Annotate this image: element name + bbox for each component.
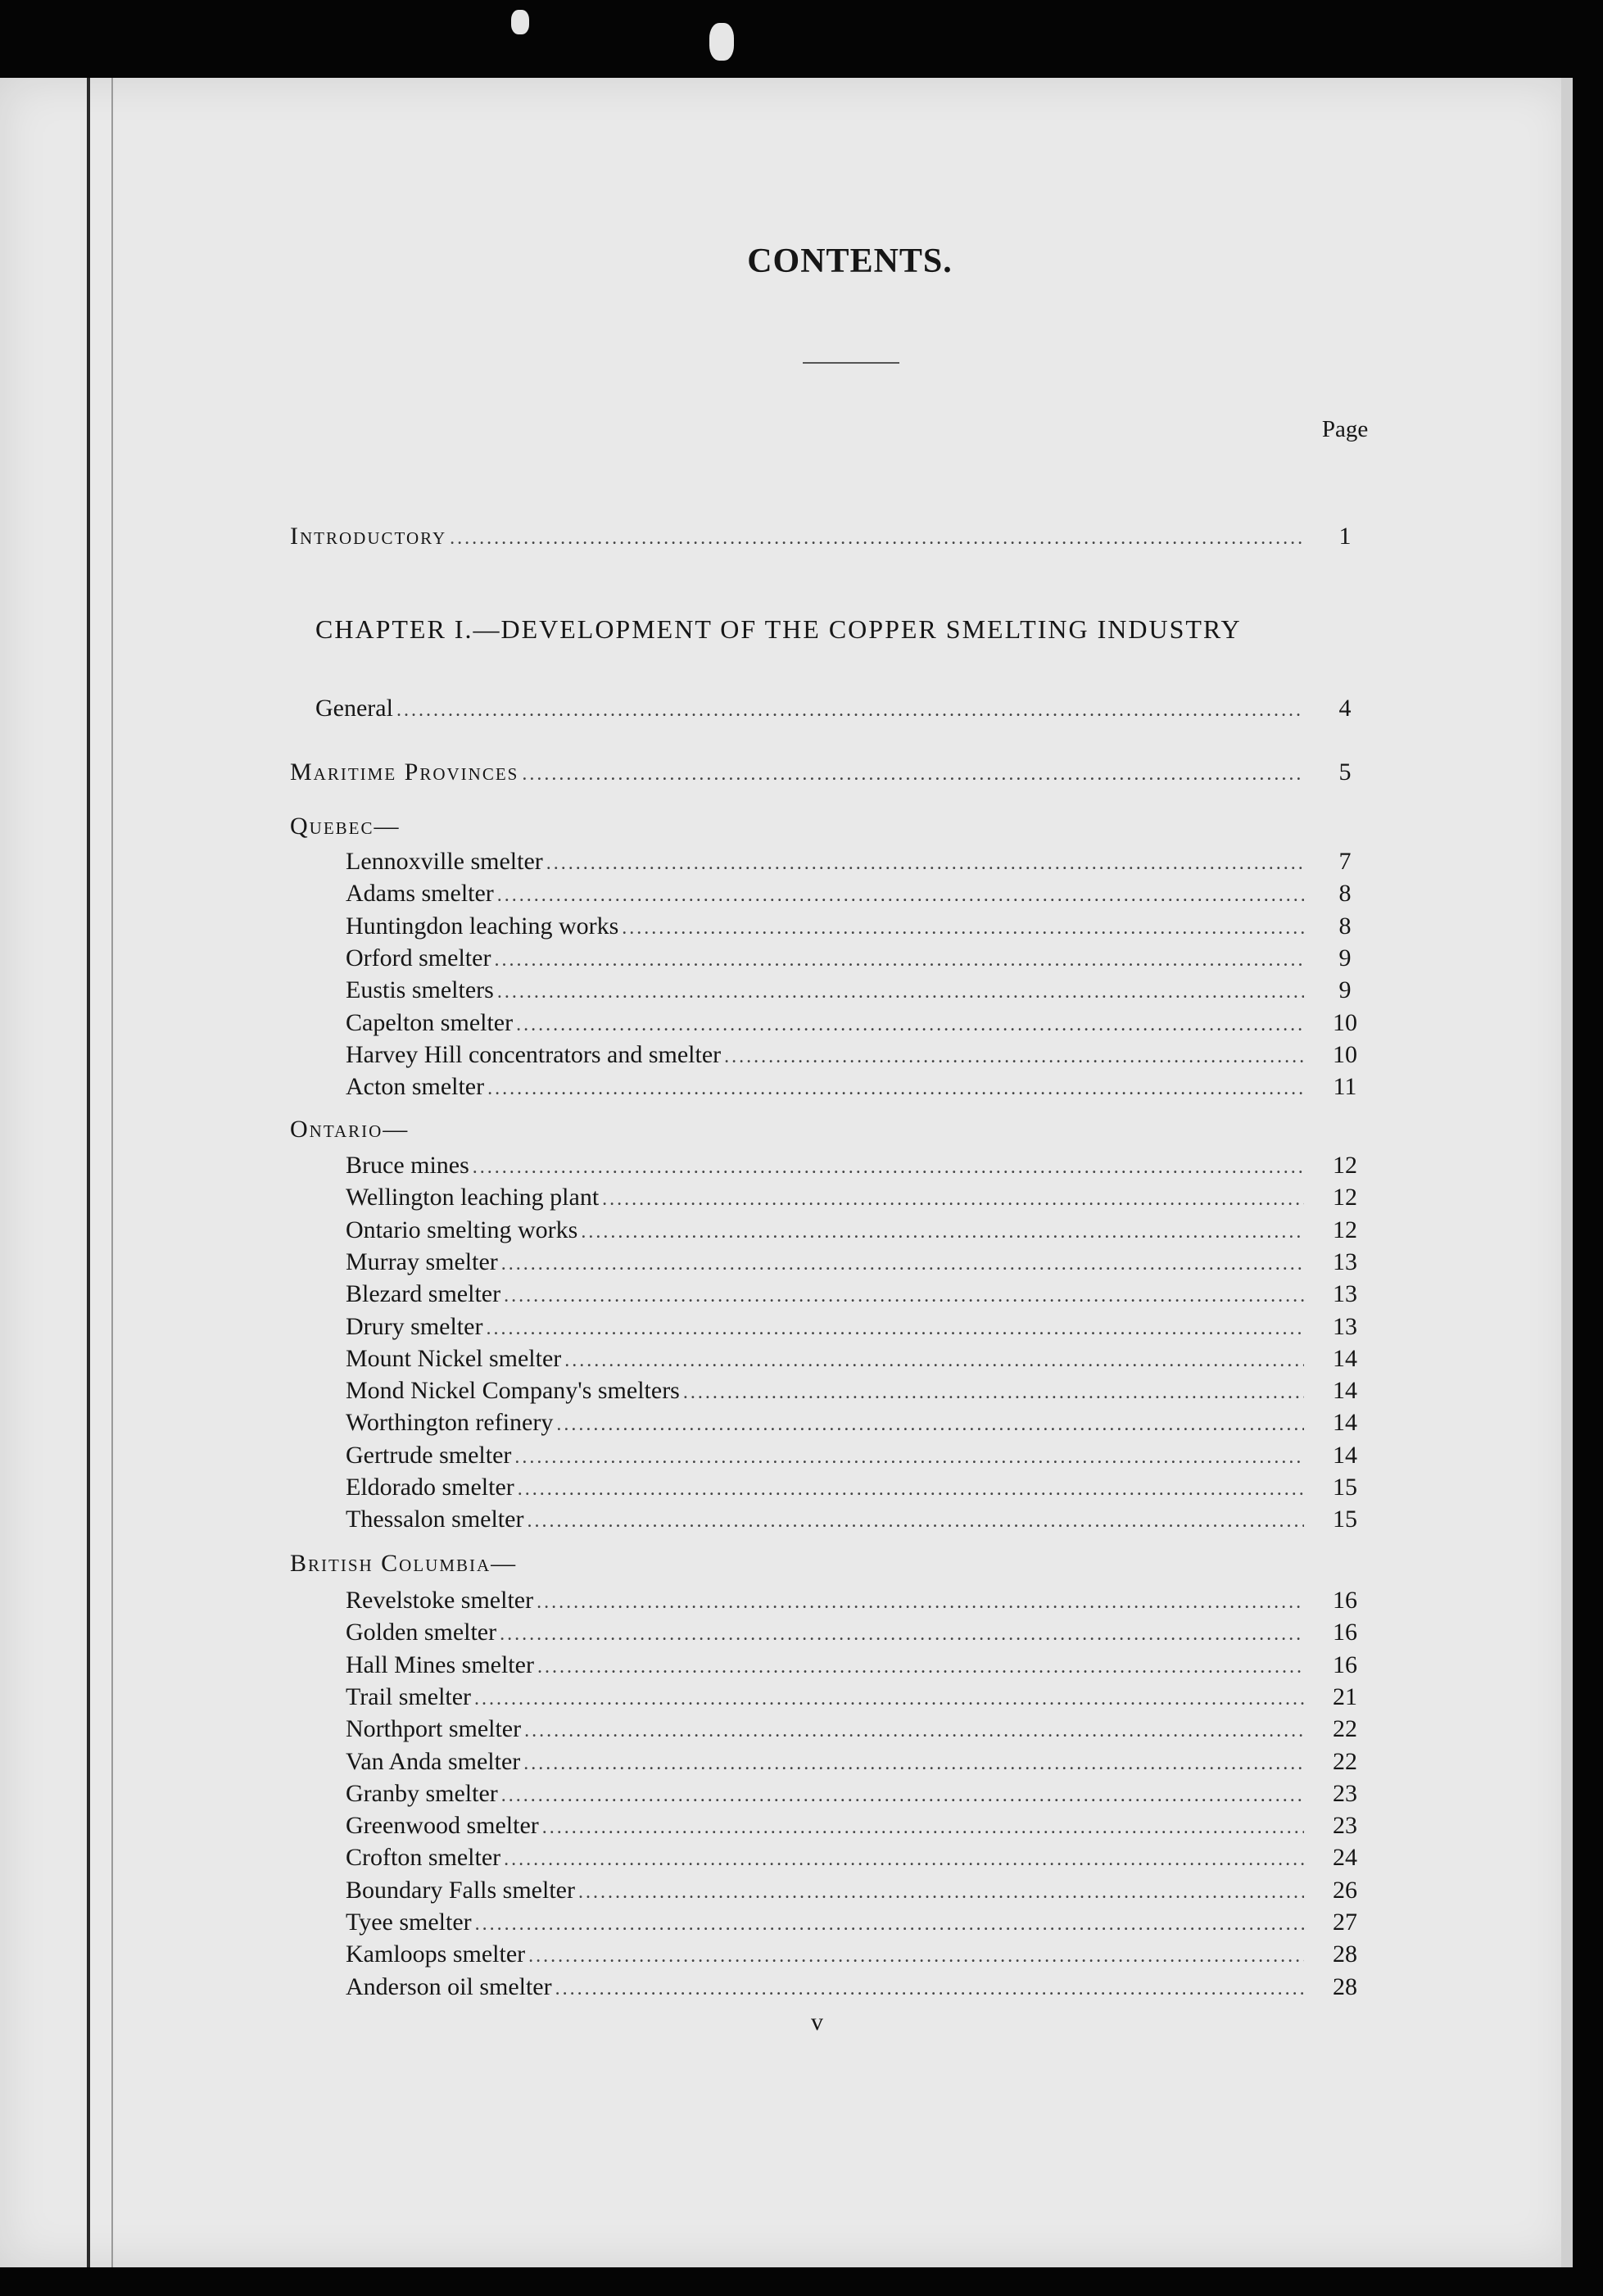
toc-entry-page: 27 — [1333, 1909, 1357, 1936]
leader-dots — [450, 528, 1304, 550]
toc-entry-label: Eldorado smelter — [346, 1474, 514, 1501]
toc-entry-label: Ontario smelting works — [346, 1216, 578, 1243]
toc-entry-introductory — [290, 523, 1376, 555]
toc-entry-page: 16 — [1333, 1651, 1357, 1678]
toc-entry-page: 14 — [1333, 1344, 1357, 1372]
title-divider — [803, 362, 899, 364]
toc-entry-label: Lennoxville smelter — [346, 848, 543, 875]
toc-entry-page: 14 — [1333, 1377, 1357, 1405]
toc-entry — [346, 1345, 1376, 1378]
toc-entry-page: 13 — [1333, 1248, 1357, 1275]
toc-entry — [346, 1073, 1376, 1106]
toc-entry-page: 1 — [1338, 523, 1352, 550]
toc-entry — [346, 1844, 1376, 1877]
toc-entry-label: General — [315, 695, 393, 722]
leader-dots — [473, 1157, 1304, 1179]
leader-dots — [500, 1624, 1304, 1646]
toc-entry-page: 5 — [1338, 759, 1352, 786]
toc-entry-label: Capelton smelter — [346, 1008, 514, 1036]
toc-entry-page: 26 — [1333, 1876, 1357, 1904]
leader-dots — [555, 1978, 1304, 2000]
toc-entry — [346, 1041, 1376, 1074]
leader-dots — [622, 917, 1304, 940]
leader-dots — [527, 1510, 1304, 1533]
toc-entry-label: Drury smelter — [346, 1312, 483, 1340]
page-title: CONTENTS. — [747, 242, 953, 280]
leader-dots — [504, 1285, 1304, 1307]
toc-entry-label: Maritime Provinces — [290, 759, 519, 786]
toc-entry-page: 7 — [1338, 848, 1352, 875]
scan-smudge — [511, 10, 529, 34]
leader-dots — [516, 1014, 1304, 1036]
toc-entry-page: 12 — [1333, 1216, 1357, 1243]
page-column-header: Page — [1321, 416, 1369, 442]
section-heading-ontario: Ontario— — [290, 1116, 410, 1143]
toc-entry-page: 14 — [1333, 1409, 1357, 1437]
toc-entry — [346, 1683, 1376, 1716]
toc-entry-label: Introductory — [290, 523, 447, 550]
toc-entry-page: 9 — [1338, 944, 1352, 971]
leader-dots — [504, 1849, 1304, 1871]
leader-dots — [494, 949, 1304, 971]
toc-entry-page: 28 — [1333, 1972, 1357, 2000]
leader-dots — [514, 1447, 1304, 1469]
binding-edge — [87, 78, 90, 2267]
toc-entry-page: 4 — [1338, 695, 1352, 722]
toc-entry-label: Trail smelter — [346, 1682, 472, 1710]
toc-entry — [346, 1442, 1376, 1474]
toc-entry-page: 16 — [1333, 1587, 1357, 1614]
toc-entry — [346, 1748, 1376, 1781]
leader-dots — [487, 1078, 1304, 1100]
leader-dots — [396, 700, 1304, 722]
toc-entry-page: 16 — [1333, 1619, 1357, 1646]
toc-entry-page: 11 — [1333, 1073, 1357, 1101]
toc-entry-label: Murray smelter — [346, 1248, 498, 1275]
toc-entry — [346, 1409, 1376, 1442]
leader-dots — [497, 981, 1304, 1003]
toc-entry-label: Boundary Falls smelter — [346, 1876, 575, 1904]
toc-entry-label: Orford smelter — [346, 944, 491, 971]
toc-entry-label: Kamloops smelter — [346, 1941, 526, 1968]
leader-dots — [537, 1656, 1304, 1678]
section-heading-quebec: Quebec— — [290, 813, 401, 840]
toc-entry-label: Adams smelter — [346, 880, 494, 908]
leader-dots — [581, 1221, 1304, 1243]
toc-entry-page: 12 — [1333, 1184, 1357, 1211]
toc-entry — [346, 1152, 1376, 1184]
toc-entry-label: Crofton smelter — [346, 1844, 501, 1872]
toc-entry-page: 22 — [1333, 1715, 1357, 1743]
toc-entry-label: Revelstoke smelter — [346, 1587, 534, 1614]
scan-smudge — [709, 23, 734, 61]
toc-entry-label: Eustis smelters — [346, 976, 494, 1004]
leader-dots — [578, 1882, 1304, 1904]
leader-dots — [556, 1414, 1304, 1436]
binding-edge — [111, 78, 113, 2267]
toc-entry — [346, 913, 1376, 945]
toc-entry-general — [315, 695, 1376, 727]
toc-entry-label: Mount Nickel smelter — [346, 1344, 562, 1372]
toc-entry — [346, 1941, 1376, 1973]
leader-dots — [518, 1479, 1304, 1501]
toc-entry-label: Greenwood smelter — [346, 1812, 539, 1840]
toc-entry-label: Blezard smelter — [346, 1280, 501, 1308]
toc-entry-maritime-provinces — [290, 759, 1376, 791]
leader-dots — [486, 1318, 1304, 1340]
toc-entry-page: 9 — [1338, 976, 1352, 1004]
toc-entry-label: Worthington refinery — [346, 1409, 554, 1437]
toc-entry — [346, 1877, 1376, 1909]
toc-entry — [346, 1280, 1376, 1313]
toc-entry-page: 22 — [1333, 1747, 1357, 1775]
toc-entry-label: Harvey Hill concentrators and smelter — [346, 1040, 722, 1068]
toc-entry-page: 21 — [1333, 1682, 1357, 1710]
toc-entry-label: Tyee smelter — [346, 1909, 472, 1936]
toc-entry-label: Golden smelter — [346, 1619, 497, 1646]
toc-entry-label: Gertrude smelter — [346, 1441, 512, 1469]
leader-dots — [602, 1189, 1304, 1211]
leader-dots — [564, 1350, 1304, 1372]
toc-entry-label: Anderson oil smelter — [346, 1972, 552, 2000]
leader-dots — [474, 1688, 1304, 1710]
leader-dots — [501, 1253, 1304, 1275]
leader-dots — [542, 1817, 1304, 1839]
toc-entry — [346, 1651, 1376, 1684]
toc-entry-page: 28 — [1333, 1941, 1357, 1968]
toc-entry-page: 12 — [1333, 1152, 1357, 1179]
toc-entry — [346, 1377, 1376, 1410]
toc-entry — [346, 1619, 1376, 1651]
toc-entry-label: Thessalon smelter — [346, 1506, 524, 1533]
leader-dots — [497, 885, 1304, 907]
toc-entry-page: 14 — [1333, 1441, 1357, 1469]
toc-entry — [346, 1009, 1376, 1042]
page-edge — [1561, 78, 1573, 2267]
toc-entry — [346, 848, 1376, 881]
toc-entry — [346, 1313, 1376, 1346]
leader-dots — [522, 763, 1304, 786]
toc-entry-page: 23 — [1333, 1779, 1357, 1807]
toc-entry — [346, 1715, 1376, 1748]
toc-entry — [346, 944, 1376, 977]
toc-entry-label: Hall Mines smelter — [346, 1651, 534, 1678]
toc-entry-label: Northport smelter — [346, 1715, 522, 1743]
toc-entry — [346, 1973, 1376, 2006]
toc-entry — [346, 1812, 1376, 1845]
toc-entry — [346, 1184, 1376, 1216]
toc-entry — [346, 1506, 1376, 1538]
leader-dots — [523, 1753, 1304, 1775]
leader-dots — [537, 1592, 1304, 1614]
toc-entry-page: 13 — [1333, 1312, 1357, 1340]
toc-entry-page: 13 — [1333, 1280, 1357, 1308]
leader-dots — [501, 1785, 1304, 1807]
toc-entry-page: 15 — [1333, 1474, 1357, 1501]
leader-dots — [524, 1720, 1304, 1742]
chapter-heading: CHAPTER I.—DEVELOPMENT OF THE COPPER SMELTING INDUSTRY — [315, 614, 1242, 644]
toc-entry — [346, 880, 1376, 913]
toc-entry-page: 10 — [1333, 1040, 1357, 1068]
toc-entry-page: 10 — [1333, 1008, 1357, 1036]
toc-entry — [346, 1909, 1376, 1941]
toc-entry-page: 24 — [1333, 1844, 1357, 1872]
toc-entry-label: Huntingdon leaching works — [346, 912, 619, 940]
section-heading-british-columbia: British Columbia— — [290, 1550, 518, 1577]
toc-entry-label: Acton smelter — [346, 1073, 485, 1101]
toc-entry-page: 8 — [1338, 880, 1352, 908]
toc-entry-label: Bruce mines — [346, 1152, 469, 1179]
toc-entry — [346, 1587, 1376, 1619]
page-folio: v — [811, 2008, 823, 2036]
leader-dots — [683, 1382, 1304, 1404]
toc-entry-page: 15 — [1333, 1506, 1357, 1533]
leader-dots — [528, 1945, 1304, 1968]
toc-entry — [346, 976, 1376, 1009]
toc-entry — [346, 1248, 1376, 1281]
toc-entry-label: Granby smelter — [346, 1779, 498, 1807]
toc-entry — [346, 1474, 1376, 1506]
toc-entry-label: Mond Nickel Company's smelters — [346, 1377, 680, 1405]
toc-entry — [346, 1780, 1376, 1813]
toc-entry — [346, 1216, 1376, 1249]
leader-dots — [724, 1046, 1304, 1068]
toc-entry-label: Van Anda smelter — [346, 1747, 521, 1775]
toc-entry-page: 8 — [1338, 912, 1352, 940]
toc-entry-label: Wellington leaching plant — [346, 1184, 600, 1211]
leader-dots — [546, 853, 1304, 875]
leader-dots — [475, 1913, 1304, 1936]
toc-entry-page: 23 — [1333, 1812, 1357, 1840]
